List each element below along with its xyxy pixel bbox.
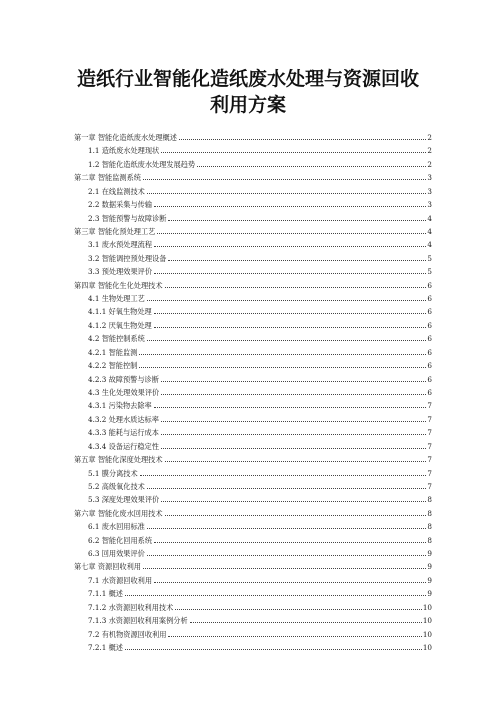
toc-page-number: 6 xyxy=(427,280,432,290)
toc-section-entry[interactable] xyxy=(88,385,432,397)
toc-page-number: 10 xyxy=(422,602,432,612)
toc-section-entry[interactable] xyxy=(88,358,432,370)
toc-section-entry[interactable] xyxy=(88,519,432,531)
toc-page-number: 9 xyxy=(427,562,432,572)
toc-page-number: 4 xyxy=(427,226,432,236)
toc-entry-label: 第二章 智能监测系统 xyxy=(74,173,141,183)
toc-entry-label: 第五章 智能化深度处理技术 xyxy=(74,455,163,465)
toc-section-entry[interactable] xyxy=(88,533,432,545)
toc-dot-leader xyxy=(154,312,427,314)
toc-page-number: 4 xyxy=(427,240,432,250)
toc-section-entry[interactable] xyxy=(88,439,432,451)
toc-entry-label: 7.1.2 水资源回收利用技术 xyxy=(88,602,174,612)
toc-entry-label: 7.2 有机物资源回收利用 xyxy=(88,629,167,639)
toc-entry-label: 4.1 生物处理工艺 xyxy=(88,294,145,304)
toc-section-entry[interactable] xyxy=(88,211,432,223)
toc-dot-leader xyxy=(147,339,427,341)
toc-page-number: 2 xyxy=(427,146,432,156)
toc-page-number: 7 xyxy=(427,401,432,411)
toc-section-entry[interactable] xyxy=(88,237,432,249)
toc-dot-leader xyxy=(140,474,427,476)
toc-section-entry[interactable] xyxy=(88,492,432,504)
document-title-line-2: 利用方案 xyxy=(209,94,286,116)
toc-page-number: 9 xyxy=(427,549,432,559)
toc-dot-leader xyxy=(168,259,426,261)
toc-dot-leader xyxy=(154,326,427,328)
toc-dot-leader xyxy=(179,138,427,140)
toc-section-entry[interactable] xyxy=(88,613,432,625)
toc-chapter-entry[interactable] xyxy=(74,278,432,290)
toc-entry-label: 4.1.2 厌氧生物处理 xyxy=(88,320,152,330)
toc-dot-leader xyxy=(147,487,427,489)
toc-section-entry[interactable] xyxy=(88,318,432,330)
toc-page-number: 8 xyxy=(427,535,432,545)
toc-entry-label: 7.1.1 概述 xyxy=(88,589,123,599)
toc-page-number: 4 xyxy=(427,213,432,223)
toc-page-number: 8 xyxy=(427,495,432,505)
toc-dot-leader xyxy=(197,165,426,167)
toc-section-entry[interactable] xyxy=(88,425,432,437)
toc-page-number: 6 xyxy=(427,334,432,344)
toc-dot-leader xyxy=(154,541,426,543)
toc-page-number: 8 xyxy=(427,522,432,532)
toc-entry-label: 7.1.3 水资源回收利用案例分析 xyxy=(88,616,188,626)
toc-dot-leader xyxy=(154,581,426,583)
toc-page-number: 9 xyxy=(427,575,432,585)
toc-dot-leader xyxy=(143,567,426,569)
toc-entry-label: 3.2 智能调控预处理设备 xyxy=(88,253,167,263)
toc-entry-label: 4.3.1 污染物去除率 xyxy=(88,401,152,411)
toc-entry-label: 4.3.3 能耗与运行成本 xyxy=(88,428,159,438)
toc-section-entry[interactable] xyxy=(88,331,432,343)
toc-dot-leader xyxy=(154,406,427,408)
toc-section-entry[interactable] xyxy=(88,184,432,196)
toc-dot-leader xyxy=(147,554,427,556)
toc-page-number: 6 xyxy=(427,374,432,384)
toc-entry-label: 第一章 智能化造纸废水处理概述 xyxy=(74,133,177,142)
toc-dot-leader xyxy=(147,527,427,529)
toc-entry-label: 6.1 废水回用标准 xyxy=(88,522,145,532)
toc-dot-leader xyxy=(161,447,427,449)
toc-page-number: 7 xyxy=(427,428,432,438)
toc-entry-label: 7.2.1 概述 xyxy=(88,642,123,652)
toc-dot-leader xyxy=(165,460,427,462)
toc-entry-label: 4.2.1 智能监测 xyxy=(88,347,138,357)
toc-section-entry[interactable] xyxy=(88,627,432,639)
toc-chapter-entry[interactable] xyxy=(74,130,432,142)
toc-page-number: 6 xyxy=(427,320,432,330)
toc-page-number: 3 xyxy=(427,186,432,196)
toc-page-number: 8 xyxy=(427,508,432,518)
toc-page-number: 3 xyxy=(427,173,432,183)
toc-page-number: 6 xyxy=(427,361,432,371)
toc-section-entry[interactable] xyxy=(88,291,432,303)
toc-entry-label: 6.3 回用效果评价 xyxy=(88,549,145,559)
toc-section-entry[interactable] xyxy=(88,573,432,585)
toc-page-number: 2 xyxy=(427,159,432,169)
document-title-line-1: 造纸行业智能化造纸废水处理与资源回收 xyxy=(76,68,419,90)
toc-page-number: 5 xyxy=(427,253,432,263)
toc-page-number: 10 xyxy=(422,616,432,626)
toc-page-number: 6 xyxy=(427,307,432,317)
toc-section-entry[interactable] xyxy=(88,251,432,263)
toc-section-entry[interactable] xyxy=(88,143,432,155)
toc-dot-leader xyxy=(190,621,422,623)
toc-entry-label: 4.2.3 故障预警与诊断 xyxy=(88,374,159,384)
toc-page-number: 7 xyxy=(427,441,432,451)
toc-dot-leader xyxy=(175,608,422,610)
toc-page-number: 2 xyxy=(427,133,432,142)
toc-section-entry[interactable] xyxy=(88,197,432,209)
toc-entry-label: 第四章 智能化生化处理技术 xyxy=(74,280,163,290)
toc-dot-leader xyxy=(161,500,426,502)
toc-dot-leader xyxy=(168,635,421,637)
toc-entry-label: 5.2 高级氧化技术 xyxy=(88,481,145,491)
toc-page-number: 3 xyxy=(427,200,432,210)
toc-chapter-entry[interactable] xyxy=(74,506,432,518)
toc-section-entry[interactable] xyxy=(88,586,432,598)
toc-entry-label: 2.2 数据采集与传输 xyxy=(88,200,153,210)
toc-section-entry[interactable] xyxy=(88,304,432,316)
toc-dot-leader xyxy=(154,272,426,274)
toc-dot-leader xyxy=(147,192,427,194)
toc-section-entry[interactable] xyxy=(88,479,432,491)
toc-entry-label: 2.3 智能预警与故障诊断 xyxy=(88,213,167,223)
toc-chapter-entry[interactable] xyxy=(74,224,432,236)
toc-page-number: 6 xyxy=(427,387,432,397)
toc-entry-label: 1.1 造纸废水处理现状 xyxy=(88,146,160,156)
toc-entry-label: 4.2.2 智能控制 xyxy=(88,361,138,371)
toc-entry-label: 5.3 深度处理效果评价 xyxy=(88,495,160,505)
toc-section-entry[interactable] xyxy=(88,600,432,612)
toc-dot-leader xyxy=(139,366,426,368)
toc-page-number: 10 xyxy=(422,629,432,639)
toc-entry-label: 第七章 资源回收利用 xyxy=(74,562,141,572)
toc-dot-leader xyxy=(147,299,427,301)
toc-entry-label: 3.1 废水预处理流程 xyxy=(88,240,153,250)
document-title xyxy=(40,66,456,118)
toc-entry-label: 4.1.1 好氧生物处理 xyxy=(88,307,152,317)
toc-page-number: 7 xyxy=(427,468,432,478)
toc-dot-leader xyxy=(168,219,426,221)
toc-dot-leader xyxy=(125,648,422,650)
toc-page-number: 10 xyxy=(422,642,432,652)
toc-entry-label: 1.2 智能化造纸废水处理发展趋势 xyxy=(88,159,196,169)
toc-dot-leader xyxy=(161,380,427,382)
toc-entry-label: 4.3.4 设备运行稳定性 xyxy=(88,441,159,451)
toc-section-entry[interactable] xyxy=(88,412,432,424)
toc-chapter-entry[interactable] xyxy=(74,559,432,571)
toc-entry-label: 7.1 水资源回收利用 xyxy=(88,575,153,585)
toc-section-entry[interactable] xyxy=(88,398,432,410)
toc-page-number: 5 xyxy=(427,267,432,277)
toc-entry-label: 2.1 在线监测技术 xyxy=(88,186,145,196)
toc-dot-leader xyxy=(161,393,426,395)
toc-entry-label: 4.2 智能控制系统 xyxy=(88,334,145,344)
toc-entry-label: 第三章 智能化预处理工艺 xyxy=(74,226,156,236)
toc-dot-leader xyxy=(157,232,426,234)
toc-dot-leader xyxy=(161,151,426,153)
toc-section-entry[interactable] xyxy=(88,466,432,478)
toc-entry-label: 4.3.2 处理水质达标率 xyxy=(88,414,159,424)
toc-dot-leader xyxy=(125,594,426,596)
toc-page-number: 6 xyxy=(427,347,432,357)
toc-dot-leader xyxy=(154,205,426,207)
toc-dot-leader xyxy=(161,433,427,435)
toc-page-number: 6 xyxy=(427,294,432,304)
toc-dot-leader xyxy=(165,514,427,516)
toc-section-entry[interactable] xyxy=(88,546,432,558)
toc-section-entry[interactable] xyxy=(88,640,432,652)
toc-dot-leader xyxy=(139,353,426,355)
toc-page-number: 7 xyxy=(427,455,432,465)
toc-section-entry[interactable] xyxy=(88,345,432,357)
toc-page-number: 9 xyxy=(427,589,432,599)
toc-chapter-entry[interactable] xyxy=(74,170,432,182)
toc-entry-label: 第六章 智能化废水回用技术 xyxy=(74,508,163,518)
toc-chapter-entry[interactable] xyxy=(74,452,432,464)
toc-dot-leader xyxy=(143,178,426,180)
toc-page-number: 7 xyxy=(427,481,432,491)
toc-entry-label: 4.3 生化处理效果评价 xyxy=(88,387,160,397)
toc-entry-label: 3.3 预处理效果评价 xyxy=(88,267,153,277)
toc-dot-leader xyxy=(161,420,427,422)
toc-section-entry[interactable] xyxy=(88,264,432,276)
toc-entry-label: 6.2 智能化回用系统 xyxy=(88,535,153,545)
toc-entry-label: 5.1 膜分离技术 xyxy=(88,468,138,478)
toc-page-number: 7 xyxy=(427,414,432,424)
toc-section-entry[interactable] xyxy=(88,157,432,169)
toc-dot-leader xyxy=(165,286,427,288)
toc-dot-leader xyxy=(154,245,426,247)
toc-section-entry[interactable] xyxy=(88,372,432,384)
